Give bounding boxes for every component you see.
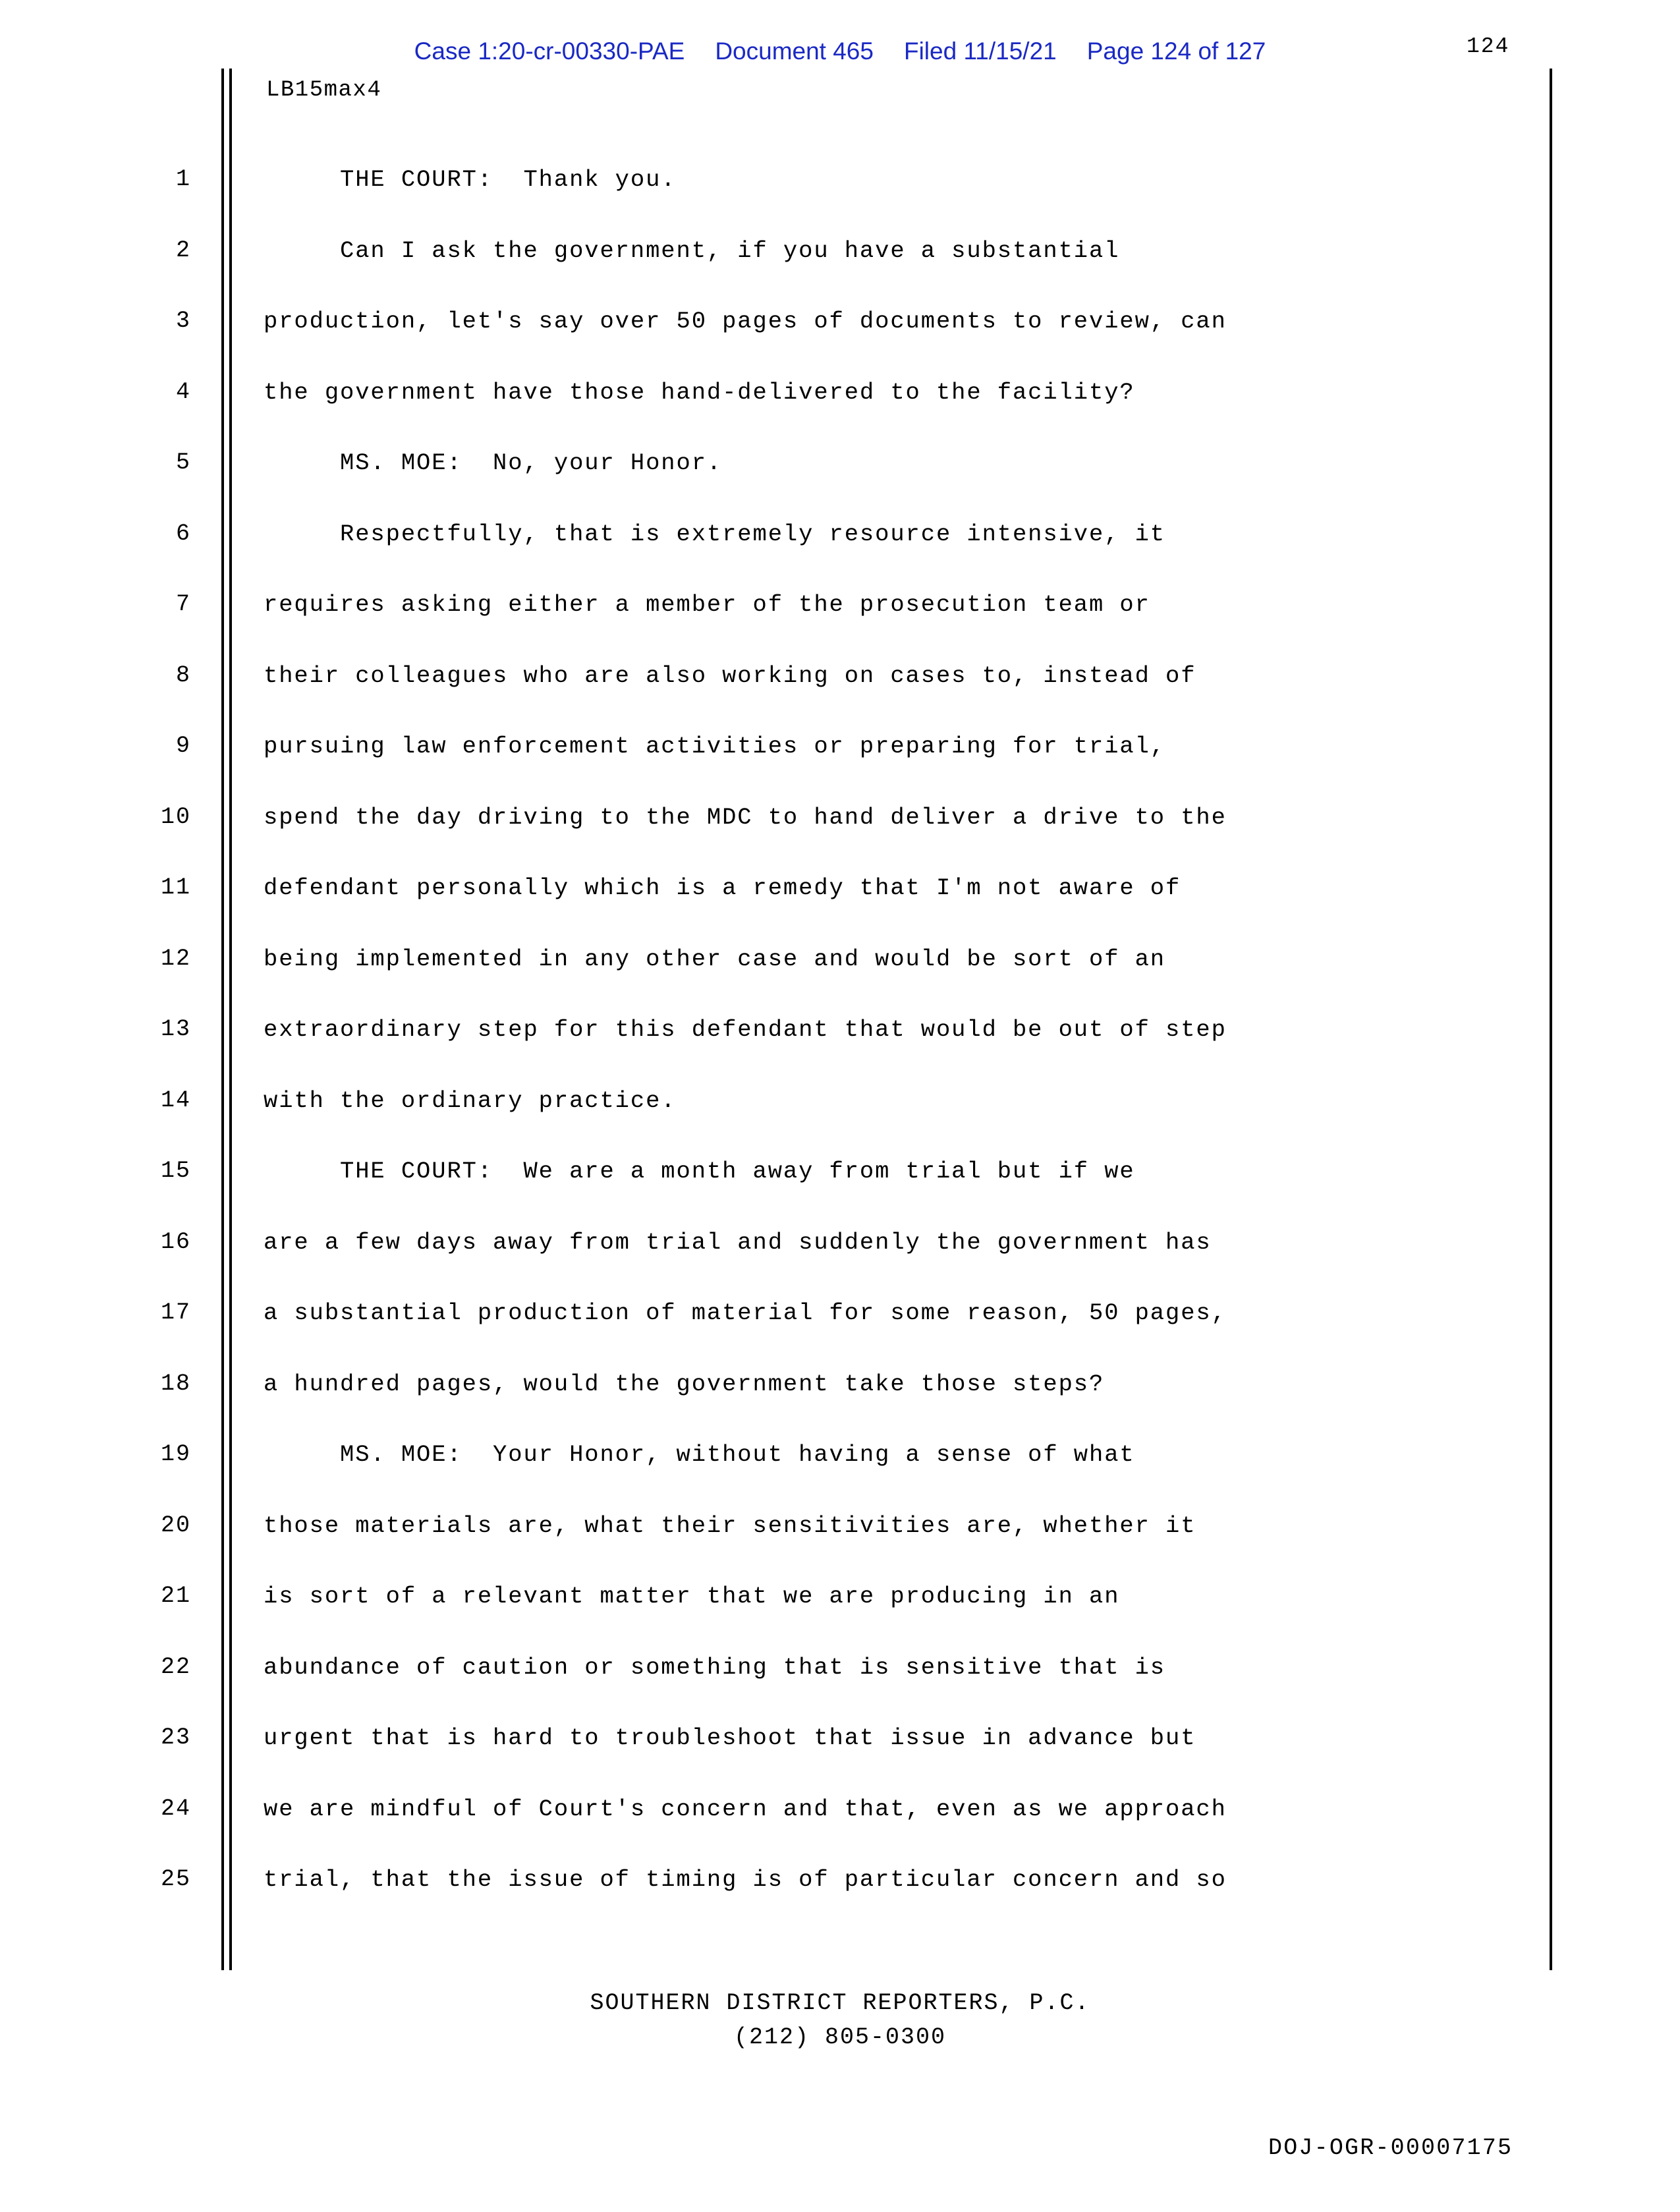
line-number: 11 [160,874,191,901]
line-number: 20 [160,1512,191,1539]
transcript-line [0,1654,1680,1725]
line-text: MS. MOE: No, your Honor. [264,449,723,476]
transcript-line [0,804,1680,875]
line-number: 21 [160,1583,191,1609]
transcript-line [0,1796,1680,1867]
line-number: 13 [160,1016,191,1042]
line-number: 4 [175,378,191,405]
transcript-line [0,166,1680,237]
line-number: 15 [160,1158,191,1184]
line-number: 22 [160,1653,191,1680]
line-number: 10 [160,803,191,830]
line-text: abundance of caution or something that is sensitive that is [264,1653,1166,1681]
line-text: spend the day driving to the MDC to hand deliver a drive to the [264,803,1227,831]
line-text: urgent that is hard to troubleshoot that issue in advance but [264,1724,1196,1751]
ecf-case-number: Case 1:20-cr-00330-PAE [414,38,685,65]
line-text: trial, that the issue of timing is of particular concern and so [264,1866,1227,1893]
line-number: 17 [160,1299,191,1326]
reporter-name: SOUTHERN DISTRICT REPORTERS, P.C. [590,1990,1090,2016]
line-text: a hundred pages, would the government take those steps? [264,1370,1105,1398]
page-number: 124 [1467,34,1510,59]
transcript-line [0,591,1680,662]
line-number: 19 [160,1441,191,1467]
line-text: the government have those hand-delivered to the facility? [264,378,1135,406]
transcript-body [0,166,1680,1937]
transcript-line [0,946,1680,1017]
line-number: 25 [160,1866,191,1892]
line-text: MS. MOE: Your Honor, without having a sense of what [264,1441,1135,1468]
transcript-line [0,1229,1680,1300]
line-text: defendant personally which is a remedy that I'm not aware of [264,874,1181,901]
transcript-line [0,449,1680,521]
line-number: 23 [160,1724,191,1751]
line-text: a substantial production of material for some reason, 50 pages, [264,1299,1227,1326]
line-number: 9 [175,733,191,759]
line-text: those materials are, what their sensitivities are, whether it [264,1512,1196,1539]
line-number: 2 [175,237,191,264]
ecf-page-of: Page 124 of 127 [1086,38,1266,65]
transcript-line [0,1371,1680,1442]
transcript-line [0,1512,1680,1583]
transcript-line [0,1724,1680,1796]
transcript-line [0,521,1680,592]
line-number: 5 [175,449,191,476]
line-number: 6 [175,520,191,547]
transcript-line [0,308,1680,379]
line-number: 14 [160,1087,191,1114]
line-number: 24 [160,1795,191,1822]
line-number: 1 [175,166,191,192]
line-text: THE COURT: Thank you. [264,166,677,193]
line-text: being implemented in any other case and would be sort of an [264,945,1166,973]
line-number: 16 [160,1228,191,1255]
line-number: 3 [175,308,191,334]
line-number: 7 [175,591,191,617]
transcript-line [0,733,1680,804]
ecf-document-number: Document 465 [715,38,874,65]
bates-number: DOJ-OGR-00007175 [1268,2135,1513,2161]
line-number: 12 [160,945,191,972]
page-footer [0,1990,1680,2051]
ecf-header-stamp [0,32,1680,71]
line-text: we are mindful of Court's concern and that, even as we approach [264,1795,1227,1823]
line-text: Can I ask the government, if you have a substantial [264,237,1120,264]
line-text: production, let's say over 50 pages of documents to review, can [264,308,1227,335]
line-number: 18 [160,1370,191,1397]
reporter-phone: (212) 805-0300 [733,2024,947,2051]
line-text: Respectfully, that is extremely resource intensive, it [264,520,1166,548]
line-text: extraordinary step for this defendant that would be out of step [264,1016,1227,1043]
line-text: with the ordinary practice. [264,1087,677,1114]
line-text: their colleagues who are also working on cases to, instead of [264,662,1196,689]
transcript-line [0,662,1680,733]
transcript-line [0,874,1680,946]
transcript-line [0,1087,1680,1158]
transcript-line [0,1583,1680,1654]
line-text: THE COURT: We are a month away from trial but if we [264,1158,1135,1185]
transcript-line [0,1016,1680,1087]
line-number: 8 [175,662,191,689]
transcript-line [0,1299,1680,1371]
line-text: is sort of a relevant matter that we are producing in an [264,1583,1120,1610]
line-text: requires asking either a member of the prosecution team or [264,591,1150,618]
transcript-label: LB15max4 [266,78,382,103]
transcript-line [0,1158,1680,1229]
line-text: are a few days away from trial and suddenly the government has [264,1228,1212,1256]
transcript-line [0,1866,1680,1937]
transcript-line [0,237,1680,308]
ecf-filed-date: Filed 11/15/21 [903,38,1057,65]
transcript-line [0,1441,1680,1512]
transcript-line [0,379,1680,450]
line-text: pursuing law enforcement activities or preparing for trial, [264,733,1166,760]
